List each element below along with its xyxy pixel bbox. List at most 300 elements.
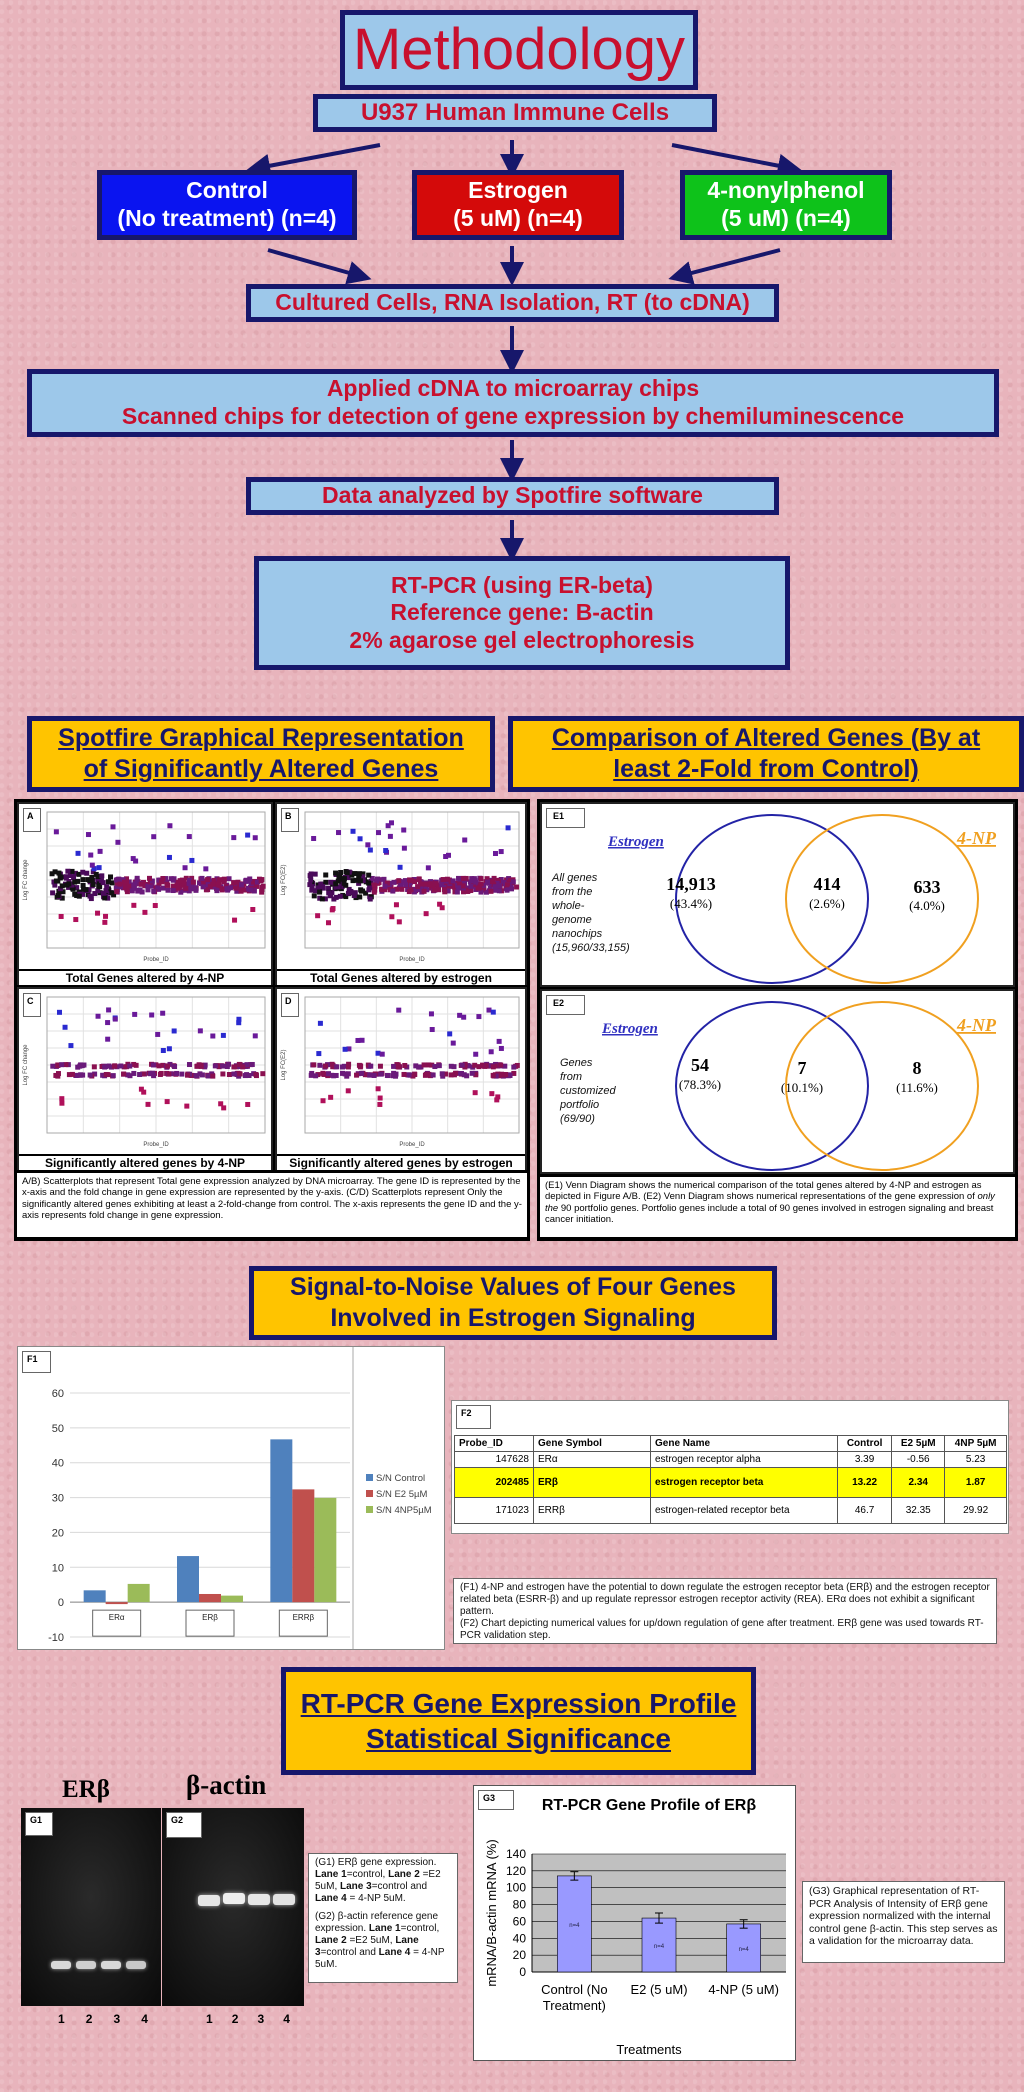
scatter-point bbox=[245, 833, 250, 838]
scatter-point bbox=[260, 1071, 265, 1076]
scatter-point bbox=[357, 894, 362, 899]
venn-e2-right-label: 4-NP bbox=[957, 1015, 996, 1035]
methodology-title: Methodology bbox=[352, 17, 686, 83]
arrow-np-to-culture bbox=[680, 250, 780, 276]
gel-note-g1-t3: =control and bbox=[371, 1881, 428, 1892]
f2-table-box bbox=[451, 1400, 1009, 1534]
scatter-point bbox=[368, 897, 373, 902]
f1-bar bbox=[177, 1556, 199, 1602]
venn-panel bbox=[537, 799, 1018, 1241]
scatter-point bbox=[437, 1063, 442, 1068]
f1-ytick: 20 bbox=[51, 1527, 64, 1540]
scatter-point bbox=[183, 865, 188, 870]
gel2-lanes bbox=[206, 2012, 290, 2026]
scatter-point bbox=[68, 1043, 73, 1048]
scatter-point bbox=[111, 1073, 116, 1078]
control-box bbox=[97, 170, 357, 240]
scatter-point bbox=[103, 914, 108, 919]
scatter-point bbox=[497, 888, 502, 893]
scatter-point bbox=[59, 1101, 64, 1106]
gel-note-g1-head: (G1) ERβ gene expression. bbox=[315, 1857, 437, 1868]
scatter-point bbox=[396, 878, 401, 883]
scatter-point bbox=[151, 834, 156, 839]
scatter-point bbox=[447, 1031, 452, 1036]
scatter-point bbox=[105, 1020, 110, 1025]
scatter-point bbox=[334, 1064, 339, 1069]
g3-category-label: 4-NP (5 uM) bbox=[708, 1982, 779, 1997]
scatter-point bbox=[333, 871, 338, 876]
scatter-point bbox=[226, 1062, 231, 1067]
venn-e1-side-3: genome bbox=[552, 914, 592, 926]
venn-e1-left-label: Estrogen bbox=[608, 834, 664, 850]
scatter-point bbox=[161, 1048, 166, 1053]
scatter-point bbox=[240, 1064, 245, 1069]
scatter-c-tag: C bbox=[23, 993, 41, 1017]
g3-ytick: 40 bbox=[512, 1931, 526, 1946]
scatter-point bbox=[171, 878, 176, 883]
scatter-point bbox=[57, 1010, 62, 1015]
control-detail: (No treatment) (n=4) bbox=[117, 205, 337, 231]
g3-chart-box bbox=[473, 1785, 796, 2061]
row0-name: estrogen receptor alpha bbox=[651, 1452, 838, 1468]
gel1-lane-4: 4 bbox=[141, 2012, 148, 2026]
scatter-point bbox=[102, 895, 107, 900]
scatter-point bbox=[383, 848, 388, 853]
scatter-point bbox=[217, 880, 222, 885]
scatter-point bbox=[328, 1095, 333, 1100]
scatter-point bbox=[76, 851, 81, 856]
th-name: Gene Name bbox=[651, 1436, 838, 1452]
f1-ytick: 40 bbox=[51, 1457, 64, 1470]
scatter-point bbox=[86, 832, 91, 837]
gel2-lane-4: 4 bbox=[283, 2012, 290, 2026]
scatter-point bbox=[429, 1011, 434, 1016]
scatter-point bbox=[366, 873, 371, 878]
scatter-point bbox=[73, 917, 78, 922]
scatter-point bbox=[440, 1071, 445, 1076]
scatter-point bbox=[499, 1046, 504, 1051]
scatter-point bbox=[401, 828, 406, 833]
scatter-point bbox=[358, 836, 363, 841]
scatter-point bbox=[236, 1020, 241, 1025]
scatter-point bbox=[102, 1065, 107, 1070]
scatter-point bbox=[346, 891, 351, 896]
scatter-point bbox=[224, 886, 229, 891]
scatter-point bbox=[489, 1049, 494, 1054]
scatter-point bbox=[491, 1010, 496, 1015]
scatter-point bbox=[253, 1033, 258, 1038]
scatter-ylabel: Log FC(E2) bbox=[281, 1049, 287, 1081]
scatter-point bbox=[205, 877, 210, 882]
row0-probe: 147628 bbox=[455, 1452, 534, 1468]
gel1-title: ERβ bbox=[62, 1776, 110, 1803]
scatter-point bbox=[106, 879, 111, 884]
scatter-point bbox=[386, 823, 391, 828]
gel2-band bbox=[248, 1894, 270, 1905]
scatter-point bbox=[147, 876, 152, 881]
scatter-point bbox=[475, 886, 480, 891]
scatter-c bbox=[17, 987, 273, 1170]
f1-legend-swatch bbox=[366, 1490, 373, 1497]
g3-xlabel: Treatments bbox=[616, 2042, 682, 2057]
scatter-point bbox=[511, 1065, 516, 1070]
table-row bbox=[455, 1498, 1007, 1524]
scatter-point bbox=[165, 1064, 170, 1069]
scatter-point bbox=[503, 1072, 508, 1077]
scatter-point bbox=[409, 878, 414, 883]
scatter-point bbox=[80, 870, 85, 875]
gel-note-g2-t1: =control, bbox=[400, 1923, 440, 1934]
scatter-point bbox=[104, 1072, 109, 1077]
estrogen-box bbox=[412, 170, 624, 240]
scatter-point bbox=[111, 824, 116, 829]
scatter-point bbox=[422, 1062, 427, 1067]
f1-legend-swatch bbox=[366, 1474, 373, 1481]
gel-note-g1-lane1: Lane 1 bbox=[315, 1869, 347, 1880]
row0-control: 3.39 bbox=[838, 1452, 892, 1468]
venn-e1-side-5: (15,960/33,155) bbox=[552, 942, 630, 954]
gel-note-g2-head: (G2) β-actin reference gene expression. bbox=[315, 1911, 439, 1934]
venn-e1-mid-value: 414 bbox=[813, 874, 841, 894]
scatter-point bbox=[171, 884, 176, 889]
scatter-point bbox=[54, 829, 59, 834]
scatter-point bbox=[317, 890, 322, 895]
scatter-b-caption: Total Genes altered by estrogen bbox=[277, 969, 525, 985]
row2-e2: 32.35 bbox=[892, 1498, 945, 1524]
scatter-point bbox=[253, 1072, 258, 1077]
scatter-point bbox=[321, 1098, 326, 1103]
scatter-point bbox=[88, 853, 93, 858]
rtpcr-step-line2: Reference gene: B-actin bbox=[390, 599, 654, 626]
scatter-point bbox=[172, 1028, 177, 1033]
scatter-point bbox=[75, 879, 80, 884]
scatter-point bbox=[158, 1072, 163, 1077]
scatter-xlabel: Probe_ID bbox=[399, 1142, 425, 1148]
scatter-c-caption: Significantly altered genes by 4-NP bbox=[19, 1154, 271, 1170]
scatter-point bbox=[239, 889, 244, 894]
scatter-point bbox=[307, 882, 312, 887]
row1-name: estrogen receptor beta bbox=[651, 1468, 838, 1498]
scatter-point bbox=[88, 1073, 93, 1078]
g3-ylabel: mRNA/B-actin mRNA (%) bbox=[484, 1839, 499, 1987]
scatter-point bbox=[227, 876, 232, 881]
scatter-point bbox=[203, 866, 208, 871]
table-row bbox=[455, 1452, 1007, 1468]
scatter-point bbox=[491, 1064, 496, 1069]
g3-ytick: 0 bbox=[519, 1965, 526, 1979]
g3-bar-label: n=4 bbox=[738, 1946, 749, 1953]
scatter-point bbox=[247, 1073, 252, 1078]
scatter-point bbox=[472, 1063, 477, 1068]
scatter-point bbox=[391, 1064, 396, 1069]
f1-bar bbox=[199, 1594, 221, 1602]
venn-e2-left-pct: (78.3%) bbox=[678, 1077, 722, 1092]
f1-bar bbox=[221, 1596, 243, 1603]
scatter-xlabel: Probe_ID bbox=[399, 957, 425, 963]
f1-ytick: 30 bbox=[51, 1492, 64, 1505]
scatter-point bbox=[498, 1063, 503, 1068]
scatter-point bbox=[330, 907, 335, 912]
scatter-point bbox=[160, 876, 165, 881]
estrogen-detail: (5 uM) (n=4) bbox=[453, 205, 583, 231]
gel-note-g1-lane4: Lane 4 bbox=[315, 1893, 347, 1904]
scatter-point bbox=[378, 1096, 383, 1101]
gel2-tag: G2 bbox=[166, 1812, 202, 1838]
scatter-point bbox=[133, 881, 138, 886]
scatter-point bbox=[125, 889, 130, 894]
gel2-lane-2: 2 bbox=[231, 2012, 239, 2026]
venn-e2-side-1: from bbox=[560, 1071, 582, 1083]
scatter-point bbox=[509, 886, 514, 891]
scatter-point bbox=[124, 880, 129, 885]
scatter-point bbox=[354, 878, 359, 883]
scatter-point bbox=[308, 873, 313, 878]
arrow-to-control bbox=[258, 145, 380, 168]
scatter-point bbox=[376, 830, 381, 835]
f1-chart bbox=[18, 1347, 444, 1649]
scatter-point bbox=[221, 1105, 226, 1110]
scatter-point bbox=[94, 872, 99, 877]
scatter-point bbox=[396, 1008, 401, 1013]
scatter-point bbox=[146, 1102, 151, 1107]
scatter-point bbox=[131, 856, 136, 861]
venn-note-a: (E1) Venn Diagram shows the numerical comparison of the total genes altered by 4-NP and estrogen as depicted in Figure A/B. (E2) Venn Diagram shows numerical representations of the gene expression of bbox=[545, 1180, 982, 1203]
row2-symbol: ERRβ bbox=[534, 1498, 651, 1524]
venn-e2-side-4: (69/90) bbox=[560, 1113, 595, 1125]
scatter-point bbox=[431, 1073, 436, 1078]
scatter-point bbox=[376, 1086, 381, 1091]
scatter-xlabel: Probe_ID bbox=[143, 957, 169, 963]
scatter-point bbox=[50, 871, 55, 876]
f1-bar bbox=[314, 1498, 336, 1602]
scatter-point bbox=[402, 846, 407, 851]
microarray-step-box bbox=[27, 369, 999, 437]
scatter-point bbox=[497, 1039, 502, 1044]
scatter-point bbox=[199, 1064, 204, 1069]
scatter-point bbox=[174, 1071, 179, 1076]
scatter-point bbox=[50, 890, 55, 895]
scatter-point bbox=[340, 1071, 345, 1076]
row0-symbol: ERα bbox=[534, 1452, 651, 1468]
scatter-point bbox=[397, 919, 402, 924]
scatter-point bbox=[449, 1072, 454, 1077]
g3-ytick: 60 bbox=[512, 1914, 526, 1929]
f1-bar bbox=[292, 1489, 314, 1602]
scatter-point bbox=[56, 893, 61, 898]
scatter-point bbox=[151, 1073, 156, 1078]
scatter-point bbox=[189, 858, 194, 863]
f1-legend-label: S/N 4NP5µM bbox=[376, 1505, 432, 1516]
scatter-point bbox=[372, 888, 377, 893]
scatter-point bbox=[416, 1065, 421, 1070]
spotfire-panel bbox=[14, 799, 530, 1241]
gel-note-g1-lane2: Lane 2 bbox=[388, 1869, 420, 1880]
rtpcr-heading-line1: RT-PCR Gene Expression Profile bbox=[300, 1688, 737, 1719]
scatter-xlabel: Probe_ID bbox=[143, 1142, 169, 1148]
scatter-point bbox=[63, 874, 68, 879]
scatter-point bbox=[210, 1074, 215, 1079]
rtpcr-step-line1: RT-PCR (using ER-beta) bbox=[391, 571, 653, 598]
scatter-point bbox=[167, 1046, 172, 1051]
row2-probe: 171023 bbox=[455, 1498, 534, 1524]
spotfire-step-box bbox=[246, 477, 779, 515]
scatter-point bbox=[115, 840, 120, 845]
scatter-point bbox=[85, 877, 90, 882]
scatter-ylabel: Log FC change bbox=[23, 859, 29, 901]
scatter-point bbox=[338, 894, 343, 899]
scatter-point bbox=[153, 903, 158, 908]
scatter-point bbox=[390, 889, 395, 894]
scatter-d-tag: D bbox=[281, 993, 299, 1017]
rtpcr-heading bbox=[281, 1667, 756, 1775]
scatter-point bbox=[127, 1064, 132, 1069]
f1-ytick: 0 bbox=[57, 1597, 64, 1610]
scatter-point bbox=[460, 1063, 465, 1068]
f1-bar bbox=[106, 1602, 128, 1604]
scatter-point bbox=[201, 884, 206, 889]
scatter-point bbox=[137, 1072, 142, 1077]
scatter-point bbox=[461, 883, 466, 888]
scatter-point bbox=[244, 879, 249, 884]
scatter-point bbox=[479, 876, 484, 881]
scatter-point bbox=[394, 902, 399, 907]
scatter-point bbox=[372, 883, 377, 888]
scatter-point bbox=[213, 1063, 218, 1068]
scatter-point bbox=[80, 1073, 85, 1078]
scatter-point bbox=[436, 887, 441, 892]
venn-e1-left-pct: (43.4%) bbox=[669, 896, 713, 911]
scatter-point bbox=[468, 884, 473, 889]
estrogen-label: Estrogen bbox=[468, 177, 568, 204]
scatter-point bbox=[167, 855, 172, 860]
scatter-point bbox=[432, 1064, 437, 1069]
scatter-point bbox=[499, 849, 504, 854]
scatter-point bbox=[360, 889, 365, 894]
f1-ytick: 50 bbox=[51, 1422, 64, 1435]
row1-control: 13.22 bbox=[838, 1468, 892, 1498]
scatter-point bbox=[165, 1099, 170, 1104]
scatter-point bbox=[194, 888, 199, 893]
scatter-point bbox=[320, 896, 325, 901]
scatter-point bbox=[250, 907, 255, 912]
g3-category-label: Treatment) bbox=[542, 1998, 606, 2013]
scatter-point bbox=[96, 1014, 101, 1019]
scatter-point bbox=[378, 1064, 383, 1069]
scatter-point bbox=[462, 837, 467, 842]
scatter-point bbox=[127, 1073, 132, 1078]
arrow-control-to-culture bbox=[268, 250, 360, 276]
scatter-point bbox=[185, 1073, 190, 1078]
venn-e2-mid-value: 7 bbox=[797, 1058, 807, 1078]
scatter-point bbox=[398, 865, 403, 870]
scatter-point bbox=[56, 1071, 61, 1076]
scatter-point bbox=[380, 1052, 385, 1057]
scatter-point bbox=[77, 1064, 82, 1069]
scatter-point bbox=[461, 876, 466, 881]
scatter-point bbox=[336, 830, 341, 835]
scatter-point bbox=[473, 1052, 478, 1057]
venn-note-b: 90 portfolio genes. Portfolio genes include a total of 90 genes involved in estrogen signaling and breast cancer initiation. bbox=[545, 1202, 994, 1226]
scatter-point bbox=[156, 1063, 161, 1068]
scatter-point bbox=[227, 1072, 232, 1077]
scatter-b-plot bbox=[277, 804, 525, 964]
scatter-point bbox=[87, 894, 92, 899]
scatter-point bbox=[441, 877, 446, 882]
scatter-point bbox=[372, 1073, 377, 1078]
scatter-point bbox=[487, 1008, 492, 1013]
g3-ytick: 20 bbox=[512, 1948, 526, 1963]
scatter-point bbox=[191, 880, 196, 885]
gel-note-g2-lane2: Lane 2 bbox=[315, 1935, 347, 1946]
scatter-point bbox=[231, 835, 236, 840]
scatter-point bbox=[80, 877, 85, 882]
gel1-image bbox=[21, 1808, 161, 2006]
spotfire-step-label: Data analyzed by Spotfire software bbox=[322, 482, 703, 509]
scatter-point bbox=[346, 1088, 351, 1093]
scatter-point bbox=[379, 1072, 384, 1077]
th-control: Control bbox=[838, 1436, 892, 1452]
venn-note bbox=[540, 1177, 1015, 1237]
scatter-point bbox=[430, 1027, 435, 1032]
scatter-point bbox=[149, 1012, 154, 1017]
scatter-points bbox=[50, 823, 266, 925]
f1-legend-swatch bbox=[366, 1506, 373, 1513]
scatter-point bbox=[451, 1041, 456, 1046]
scatter-point bbox=[221, 1033, 226, 1038]
f1-ytick: -10 bbox=[48, 1632, 64, 1644]
scatter-point bbox=[155, 1032, 160, 1037]
scatter-point bbox=[97, 865, 102, 870]
signal-note: (F1) 4-NP and estrogen have the potential to down regulate the estrogen receptor beta (ERβ) and the estrogen receptor related beta (ESRR-β) and up regulate repressor estrogen receptor activity (REA). ERα does not exhibit a significant pattern. (F2) Chart depicting numerical values for up/down regulation of gene after treatment. ERβ gene was used towards RT-PCR validation step. bbox=[453, 1578, 997, 1644]
scatter-point bbox=[183, 886, 188, 891]
f1-category-label: ERRβ bbox=[292, 1613, 315, 1623]
scatter-point bbox=[351, 829, 356, 834]
th-symbol: Gene Symbol bbox=[534, 1436, 651, 1452]
scatter-point bbox=[113, 1017, 118, 1022]
scatter-point bbox=[197, 1071, 202, 1076]
scatter-ylabel: Log FC change bbox=[23, 1044, 29, 1086]
scatter-point bbox=[253, 835, 258, 840]
scatter-point bbox=[95, 911, 100, 916]
gel-note-g1-lane3: Lane 3 bbox=[340, 1881, 372, 1892]
scatter-point bbox=[132, 1012, 137, 1017]
row0-e2: -0.56 bbox=[892, 1452, 945, 1468]
scatter-point bbox=[117, 882, 122, 887]
scatter-point bbox=[456, 885, 461, 890]
scatter-point bbox=[495, 1094, 500, 1099]
row1-4np: 1.87 bbox=[945, 1468, 1007, 1498]
scatter-point bbox=[402, 1063, 407, 1068]
scatter-point bbox=[165, 888, 170, 893]
scatter-point bbox=[358, 1063, 363, 1068]
scatter-d-plot bbox=[277, 989, 525, 1149]
scatter-point bbox=[171, 888, 176, 893]
scatter-ylabel: Log FC(E2) bbox=[281, 864, 287, 896]
nonylphenol-detail: (5 uM) (n=4) bbox=[721, 205, 851, 231]
scatter-point bbox=[485, 880, 490, 885]
scatter-point bbox=[172, 1064, 177, 1069]
gel-note-g2-lane1: Lane 1 bbox=[368, 1923, 401, 1934]
f1-tag: F1 bbox=[22, 1351, 51, 1373]
scatter-point bbox=[187, 881, 192, 886]
cells-label: U937 Human Immune Cells bbox=[360, 98, 670, 126]
gel1-band bbox=[76, 1961, 96, 1969]
scatter-point bbox=[90, 863, 95, 868]
scatter-point bbox=[165, 883, 170, 888]
scatter-point bbox=[92, 1064, 97, 1069]
gel-note bbox=[308, 1853, 458, 1983]
comparison-heading-line1: Comparison of Altered Genes (By at bbox=[551, 723, 981, 752]
